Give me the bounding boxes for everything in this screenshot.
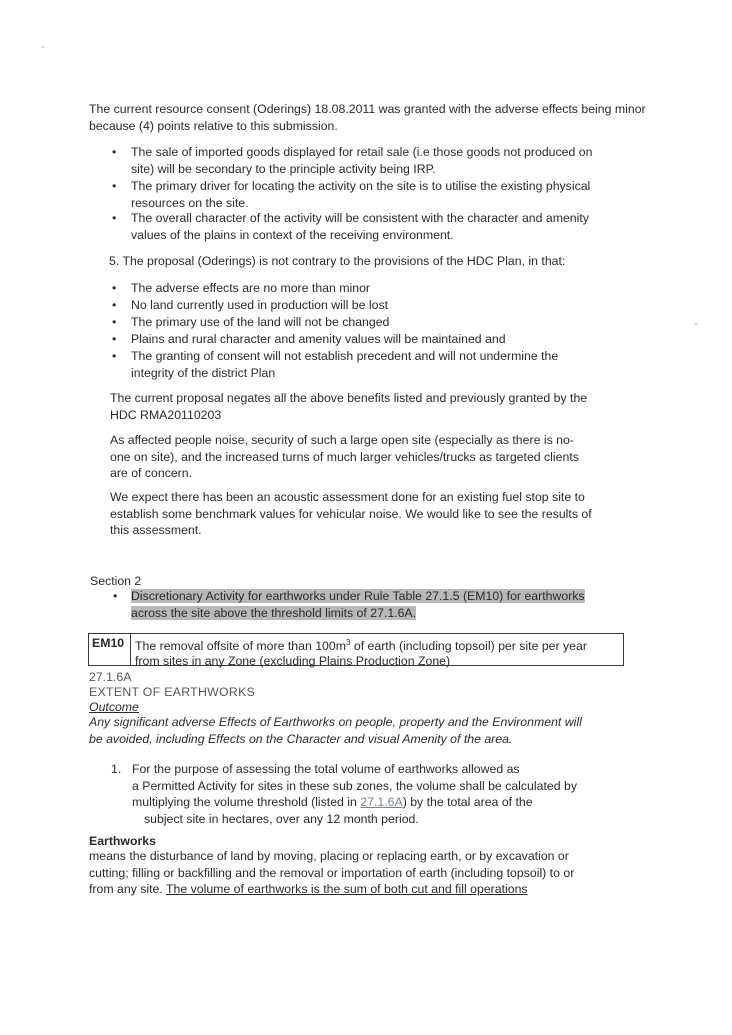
list-item-text: The sale of imported goods displayed for retail sale (i.e those goods not produced on [131, 145, 593, 159]
bullet-icon: • [112, 298, 117, 312]
list-item [112, 348, 632, 382]
bullet-icon: • [112, 211, 117, 225]
outcome-text: Any significant adverse Effects of Earthworks on people, property and the Environment will be avoided, including Effects on the Character and visual Amenity of the area. [89, 715, 582, 746]
highlighted-text: Discretionary Activity for earthworks under Rule Table 27.1.5 (EM10) for earthworks [131, 589, 585, 603]
list-item-text: resources on the site. [131, 195, 249, 210]
list-item-text: values of the plains in context of the receiving environment. [131, 227, 454, 242]
point-5: 5. The proposal (Oderings) is not contrary to the provisions of the HDC Plan, in that: [109, 254, 566, 268]
list-item-text: The primary use of the land will not be changed [131, 315, 390, 329]
bullet-icon: • [112, 145, 117, 159]
discretionary-bullet [113, 588, 623, 622]
bullet-icon: • [112, 179, 117, 193]
list-item [112, 144, 632, 178]
rule-heading: EXTENT OF EARTHWORKS [89, 685, 256, 699]
definition-text: means the disturbance of land by moving, placing or replacing earth, or by excavation or cutting; filling or backfilling and the removal or importation of earth (including topsoil) to or from any site. The volume of earthworks is the sum of both cut and fill operations [89, 849, 575, 896]
list-item [112, 178, 632, 212]
bullet-icon: • [113, 589, 118, 603]
bullet-icon: • [112, 281, 117, 295]
scan-speck [42, 46, 44, 48]
scan-speck [695, 323, 697, 325]
rule-code: EM10 [89, 634, 131, 665]
document-page: The current resource consent (Oderings) 18.08.2011 was granted with the adverse effects being minor because (4) points relative to this submission. • The sale of imported goods displayed for retail sale (i.e those goods not produced on site) will be secondary to the principle activity being IRP. • The primary driver for locating the activity on the site is to utilise the existing physical resources on the site. • The overall character of the activity will be consistent with the character and amenity values of the plains in context of the receiving environment. 5. The proposal (Oderings) is not contrary to the provisions of the HDC Plan, in that: • The adverse effects are no more than minor • No land currently used in production will be lost • The primary use of the land will not be changed • Plains and rural character and amenity values will be maintained and • The granting of consent will not establish precedent and will not undermine the integrity of the district Plan The current proposal negates all the above benefits listed and previously granted by the HDC RMA20110203 As affected people noise, security of such a large open site (especially as there is no- one on site), and the increased turns of much larger vehicles/trucks as targeted clients are of concern. We expect there has been an acoustic assessment done for an existing fuel stop site to establish some benchmark values for vehicular noise. We would like to see the results of this assessment. Section 2 • Discretionary Activity for earthworks under Rule Table 27.1.5 (EM10) for earthworks across the site above the threshold limits of 27.1.6A. EM10 The removal offsite of more than $100m^3$ of earth (including topsoil) per site per year from sites in any Zone (excluding Plains Production Zone) 27.1.6A EXTENT OF EARTHWORKS Outcome Any significant adverse Effects of Earthworks on people, property and the Environment will be avoided, including Effects on the Character and visual Amenity of the area. 1. For the purpose of assessing the total volume of earthworks allowed as a Permitted Activity for sites in these sub zones, the volume shall be calculated by multiplying the volume threshold (listed in 27.1.6A) by the total area of the subject site in hectares, over any 12 month period. Earthworks means the disturbance of land by moving, placing or replacing earth, or by excavation or cutting; filling or backfilling and the removal or importation of earth (including topsoil) to or from any site. The volume of earthworks is the sum of both cut and fill operations [0, 0, 732, 1035]
bullet-icon: • [112, 349, 117, 363]
rule-description: The removal offsite of more than $100m^3$ of earth (including topsoil) per site per year from sites in any Zone (excluding Plains Production Zone) [135, 638, 587, 669]
affected-paragraph: As affected people noise, security of such a large open site (especially as there is no- one on site), and the increased turns of much larger vehicles/trucks as targeted clients are of concern. [110, 433, 579, 480]
list-item-text: The overall character of the activity will be consistent with the character and amenity [131, 211, 589, 225]
list-item-text: The adverse effects are no more than minor [131, 281, 371, 295]
list-item [112, 210, 632, 244]
rule-number: 27.1.6A [89, 670, 132, 684]
negates-paragraph: The current proposal negates all the above benefits listed and previously granted by the HDC RMA20110203 [110, 391, 588, 422]
intro-paragraph: The current resource consent (Oderings) 18.08.2011 was granted with the adverse effects being minor because (4) points relative to this submission. [89, 102, 646, 133]
list-item-text: integrity of the district Plan [131, 365, 276, 380]
bullet-icon: • [112, 332, 117, 346]
acoustic-paragraph: We expect there has been an acoustic assessment done for an existing fuel stop site to establish some benchmark values for vehicular noise. We would like to see the results of this assessment. [110, 490, 592, 537]
item-number: 1. [111, 762, 122, 776]
list-item-text: No land currently used in production will be lost [131, 298, 389, 312]
bullet-icon: • [112, 315, 117, 329]
section-heading: Section 2 [90, 574, 142, 588]
outcome-label: Outcome [89, 700, 139, 714]
rule-link[interactable]: 27.1.6A [360, 795, 403, 809]
list-item-text: site) will be secondary to the principle activity being IRP. [131, 161, 436, 176]
list-item-text: Plains and rural character and amenity values will be maintained and [131, 332, 506, 346]
list-item-text: The granting of consent will not establish precedent and will not undermine the [131, 349, 559, 363]
em10-table [88, 633, 624, 669]
list-item-text: The primary driver for locating the activity on the site is to utilise the existing physical [131, 179, 591, 193]
highlighted-text: across the site above the threshold limits of 27.1.6A. [131, 605, 417, 620]
definition-heading: Earthworks [89, 834, 156, 848]
